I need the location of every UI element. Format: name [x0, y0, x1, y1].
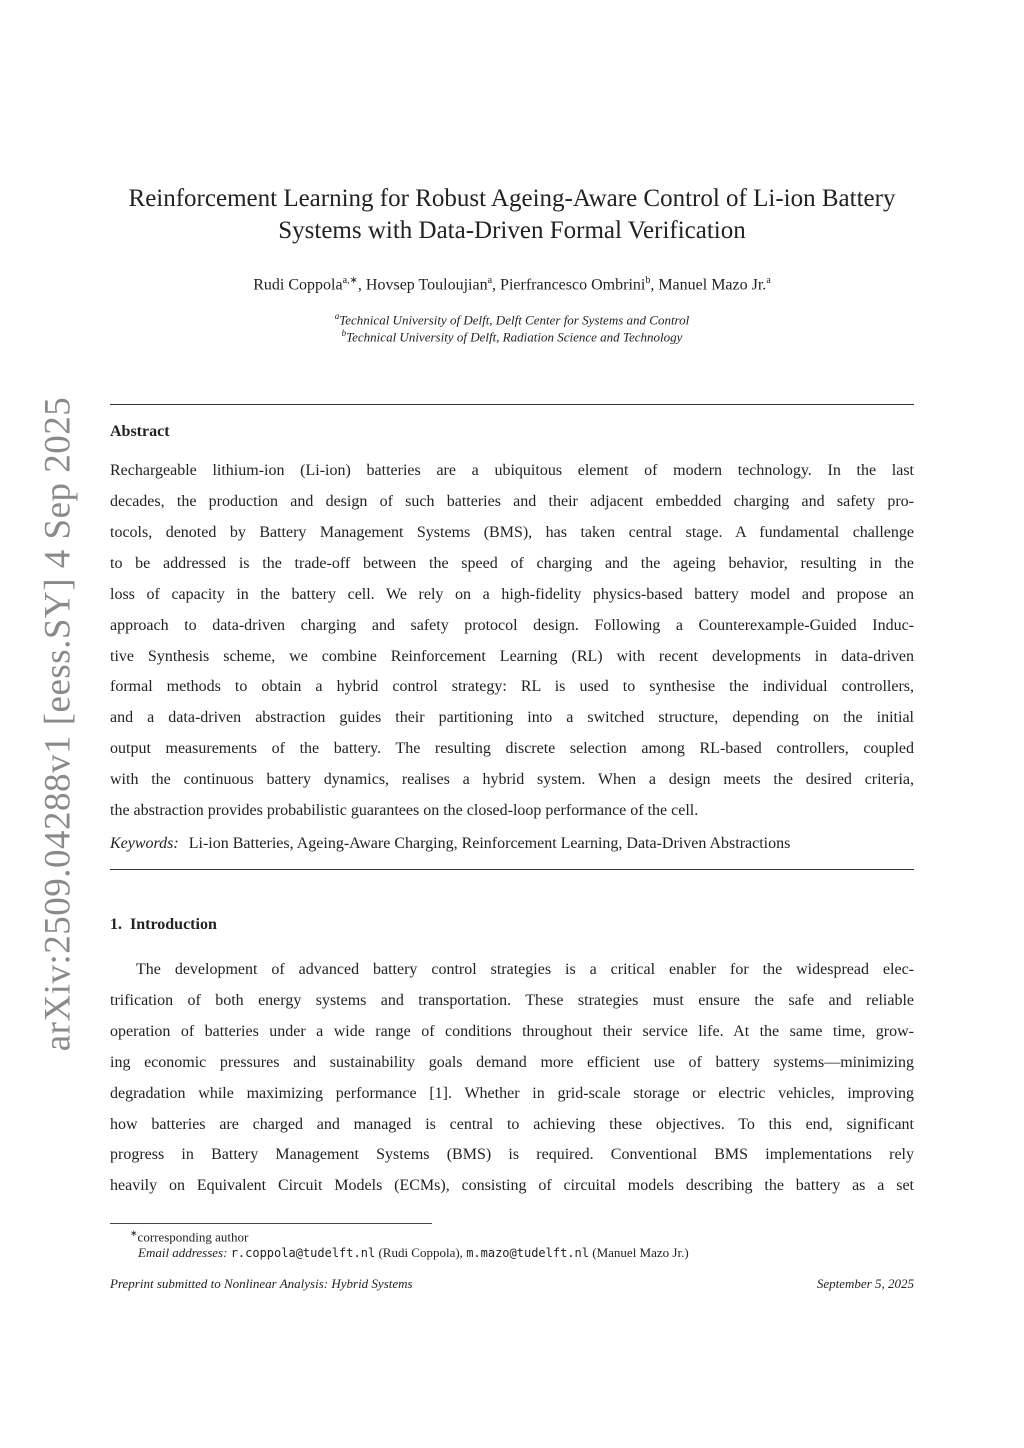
abstract-heading: Abstract: [110, 423, 170, 440]
keywords-text: Li-ion Batteries, Ageing-Aware Charging, Reinforcement Learning, Data-Driven Abstractions: [188, 835, 791, 852]
affiliation-text: Technical University of Delft, Delft Center for Systems and Control: [339, 312, 690, 328]
author-affiliation-mark: a: [766, 275, 771, 286]
abstract-top-rule: [110, 404, 914, 405]
author-name: Pierfrancesco Ombrini: [500, 276, 646, 294]
title-line-2: Systems with Data-Driven Formal Verification: [278, 217, 746, 244]
affiliation-mark: a: [334, 311, 340, 321]
intro-line: ing economic pressures and sustainability goals demand more efficient use of battery systems—minimizing: [110, 1054, 914, 1071]
abstract-line: with the continuous battery dynamics, realises a hybrid system. When a design meets the desired criteria,: [110, 771, 914, 788]
section-title: Introduction: [130, 916, 217, 933]
author-name: Rudi Coppola: [253, 276, 343, 294]
section-heading-introduction: [110, 916, 217, 934]
footnote-text: corresponding author: [137, 1229, 249, 1245]
abstract-line: tive Synthesis scheme, we combine Reinforcement Learning (RL) with recent developments in data-driven: [110, 648, 914, 665]
abstract-bottom-rule: [110, 869, 914, 870]
footer-journal: Preprint submitted to Nonlinear Analysis: Hybrid Systems: [110, 1276, 413, 1291]
abstract-line: decades, the production and design of such batteries and their adjacent embedded charging and safety pro-: [110, 493, 914, 510]
keywords-label: Keywords:: [110, 835, 179, 852]
footnote-corresponding-author: [130, 1228, 248, 1245]
abstract-line: tocols, denoted by Battery Management Systems (BMS), has taken central stage. A fundamental challenge: [110, 524, 914, 541]
affiliation-mark: b: [341, 328, 347, 338]
email-owner: (Rudi Coppola),: [378, 1245, 463, 1260]
section-number: 1.: [110, 916, 122, 933]
intro-line: degradation while maximizing performance [1]. Whether in grid-scale storage or electric vehicles, improving: [110, 1085, 914, 1102]
intro-line: operation of batteries under a wide range of conditions throughout their service life. At the same time, grow-: [110, 1023, 914, 1040]
intro-line: The development of advanced battery control strategies is a critical enabler for the widespread elec-: [136, 961, 914, 978]
author-affiliation-mark: b: [645, 275, 651, 286]
abstract-line: approach to data-driven charging and safety protocol design. Following a Counterexample-Guided Induc-: [110, 617, 914, 634]
author-name: Manuel Mazo Jr.: [658, 276, 767, 294]
arxiv-identifier-stamp: arXiv:2509.04288v1 [eess.SY] 4 Sep 2025: [37, 396, 79, 1052]
abstract-line: formal methods to obtain a hybrid control strategy: RL is used to synthesise the individual controllers,: [110, 678, 914, 695]
abstract-line: to be addressed is the trade-off between the speed of charging and the ageing behavior, resulting in the: [110, 555, 914, 572]
intro-line: progress in Battery Management Systems (BMS) is required. Conventional BMS implementations rely: [110, 1146, 914, 1163]
affiliation: [110, 311, 914, 328]
author-affiliation-mark: a,∗: [342, 275, 358, 286]
paper-title: [110, 183, 914, 247]
footnote-mark: ∗: [130, 1228, 138, 1238]
author-affiliation-mark: a: [487, 275, 493, 286]
intro-line: trification of both energy systems and transportation. These strategies must ensure the safe and reliable: [110, 992, 914, 1009]
footnote-email-addresses: [138, 1245, 689, 1261]
title-line-1: Reinforcement Learning for Robust Ageing-Aware Control of Li-ion Battery: [128, 185, 896, 212]
email-owner: (Manuel Mazo Jr.): [592, 1245, 689, 1260]
footer-date: September 5, 2025: [816, 1276, 914, 1291]
abstract-line: and a data-driven abstraction guides their partitioning into a switched structure, depending on the initial: [110, 709, 914, 726]
abstract-line: output measurements of the battery. The resulting discrete selection among RL-based controllers, coupled: [110, 740, 914, 757]
intro-line: how batteries are charged and managed is central to achieving these objectives. To this end, significant: [110, 1116, 914, 1133]
author-name: Hovsep Touloujian: [365, 276, 488, 294]
keywords: [110, 835, 914, 853]
intro-line: heavily on Equivalent Circuit Models (ECMs), consisting of circuital models describing the battery as a set: [110, 1177, 914, 1194]
affiliation-text: Technical University of Delft, Radiation Science and Technology: [346, 329, 683, 345]
affiliation: [110, 328, 914, 345]
email-label: Email addresses:: [138, 1245, 228, 1260]
abstract-line: Rechargeable lithium-ion (Li-ion) batteries are a ubiquitous element of modern technology. In the last: [110, 462, 914, 479]
email-link[interactable]: r.coppola@tudelft.nl: [230, 1246, 376, 1260]
footnote-rule: [110, 1223, 432, 1224]
abstract-line: the abstraction provides probabilistic guarantees on the closed-loop performance of the cell.: [110, 802, 699, 819]
email-link[interactable]: m.mazo@tudelft.nl: [466, 1246, 590, 1260]
author-list: Rudi Coppola$^{a,∗}$, Hovsep Touloujian$^a$, Pierfrancesco Ombrini$^b$, Manuel Mazo Jr.$^a$: [253, 275, 771, 294]
abstract-line: loss of capacity in the battery cell. We rely on a high-fidelity physics-based battery model and propose an: [110, 586, 914, 603]
